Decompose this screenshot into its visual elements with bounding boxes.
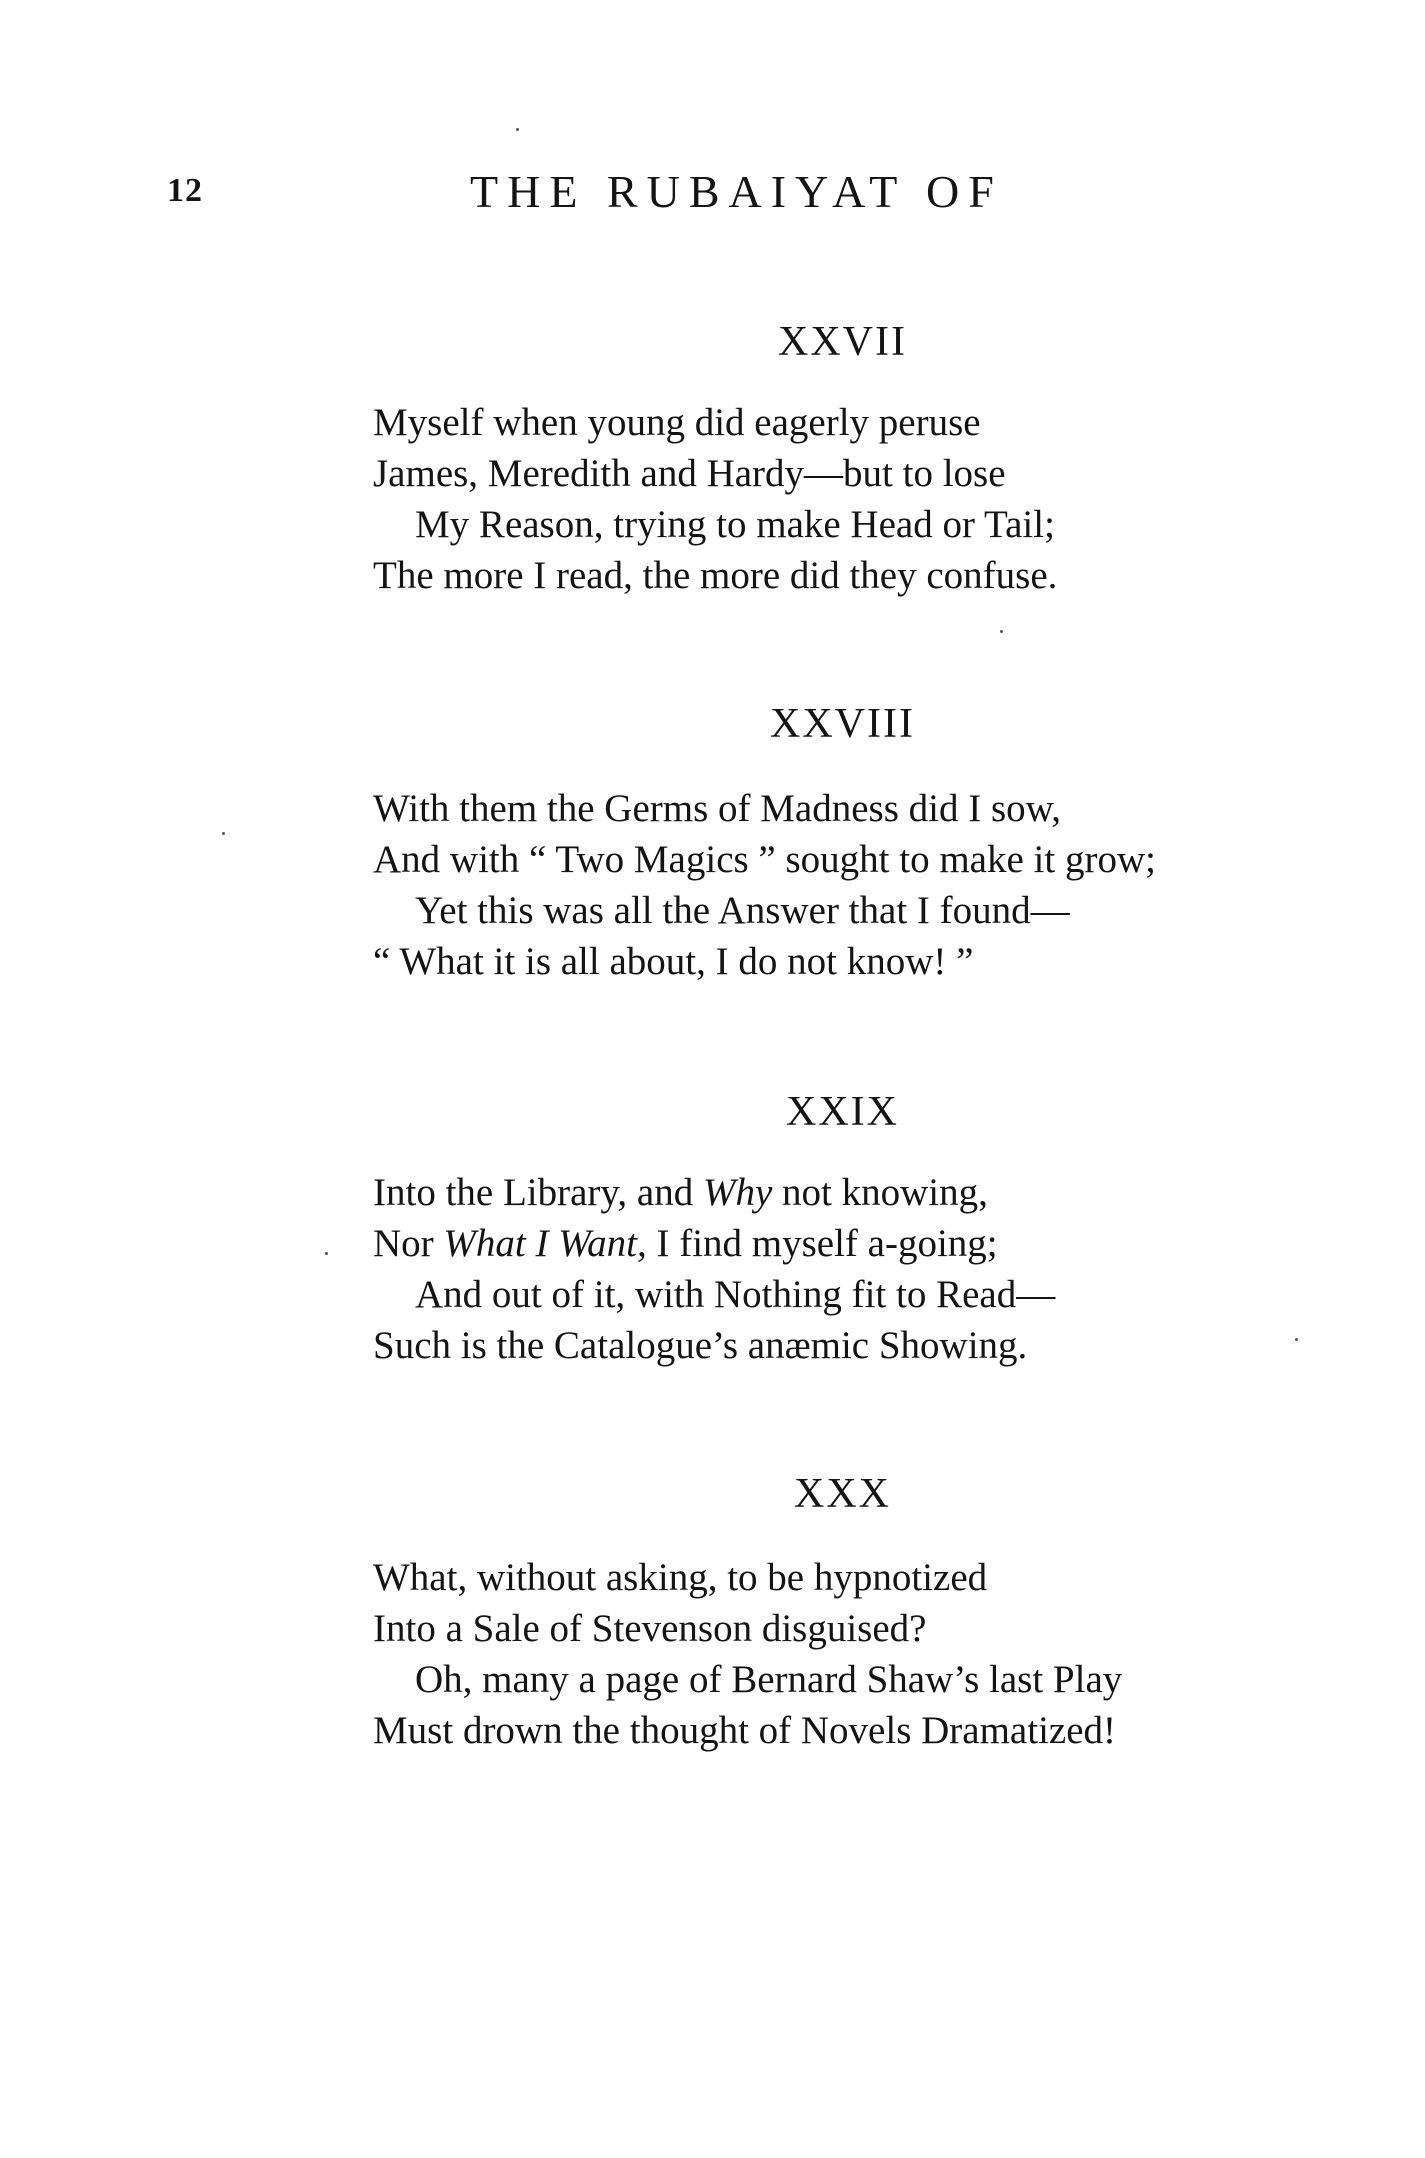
stanza <box>373 397 1373 601</box>
verse-line: The more I read, the more did they confuse. <box>373 554 1058 597</box>
verse-line: My Reason, trying to make Head or Tail; <box>415 503 1055 546</box>
verse-line: Oh, many a page of Bernard Shaw’s last Play <box>415 1658 1123 1701</box>
scan-speck <box>222 832 225 835</box>
stanza <box>373 783 1373 987</box>
verse-line: With them the Germs of Madness did I sow, <box>373 787 1062 830</box>
stanza-number: XXVII <box>778 319 907 365</box>
stanza-number: XXVIII <box>770 701 915 747</box>
italic-phrase: What I Want, <box>443 1222 647 1265</box>
verse-line: Into a Sale of Stevenson disguised? <box>373 1607 927 1650</box>
italic-phrase: Why <box>702 1171 773 1214</box>
stanza <box>373 1552 1373 1756</box>
verse-line: “ What it is all about, I do not know! ” <box>373 940 974 983</box>
verse-line: What, without asking, to be hypnotized <box>373 1556 988 1599</box>
stanza-number: XXIX <box>786 1089 899 1135</box>
scan-speck <box>516 128 519 131</box>
verse-line: Nor What I Want, I find myself a-going; <box>373 1222 998 1265</box>
verse-line: Such is the Catalogue’s anæmic Showing. <box>373 1324 1028 1367</box>
stanza <box>373 1167 1373 1371</box>
verse-line: James, Meredith and Hardy—but to lose <box>373 452 1006 495</box>
stanza-number: XXX <box>794 1471 891 1517</box>
verse-line: Must drown the thought of Novels Dramatized! <box>373 1709 1117 1752</box>
scan-speck <box>1295 1338 1298 1341</box>
verse-line: Into the Library, and Why not knowing, <box>373 1171 988 1214</box>
verse-line: Yet this was all the Answer that I found— <box>415 889 1070 932</box>
page-number: 12 <box>167 172 203 209</box>
scan-speck <box>325 1252 328 1255</box>
verse-line: Myself when young did eagerly peruse <box>373 401 981 444</box>
verse-line: And with “ Two Magics ” sought to make it grow; <box>373 838 1156 881</box>
scan-speck <box>1000 630 1003 633</box>
verse-line: And out of it, with Nothing fit to Read— <box>415 1273 1056 1316</box>
running-head: THE RUBAIYAT OF <box>470 166 1003 217</box>
